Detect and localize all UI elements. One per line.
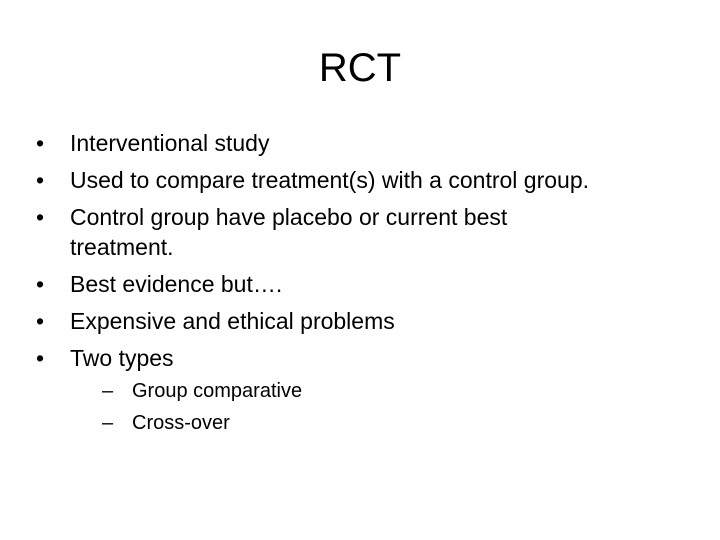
bullet-item [36,343,676,373]
bullet-item [36,306,676,336]
bullet-dot-icon: • [36,204,45,230]
sub-bullet-list [102,378,302,442]
bullet-text: Expensive and ethical problems [70,308,395,334]
dash-icon: – [102,412,114,434]
slide-title: RCT [318,46,402,90]
bullet-dot-icon: • [36,345,45,371]
sub-bullet-text: Group comparative [132,380,303,402]
bullet-text: Used to compare treatment(s) with a control group. [70,167,590,193]
bullet-dot-icon: • [36,130,45,156]
bullet-item [36,202,590,262]
sub-bullet-item [102,378,302,404]
bullet-item [36,128,676,158]
dash-icon: – [102,380,114,402]
bullet-text: Control group have placebo or current best treatment. [70,204,508,260]
bullet-item [36,165,676,195]
bullet-text: Two types [70,345,174,371]
bullet-list [36,128,676,380]
bullet-dot-icon: • [36,308,45,334]
sub-bullet-text: Cross-over [132,412,230,434]
bullet-text: Interventional study [70,130,270,156]
bullet-dot-icon: • [36,167,45,193]
sub-bullet-item [102,410,302,436]
bullet-dot-icon: • [36,271,45,297]
bullet-text: Best evidence but…. [70,271,283,297]
bullet-item [36,269,676,299]
